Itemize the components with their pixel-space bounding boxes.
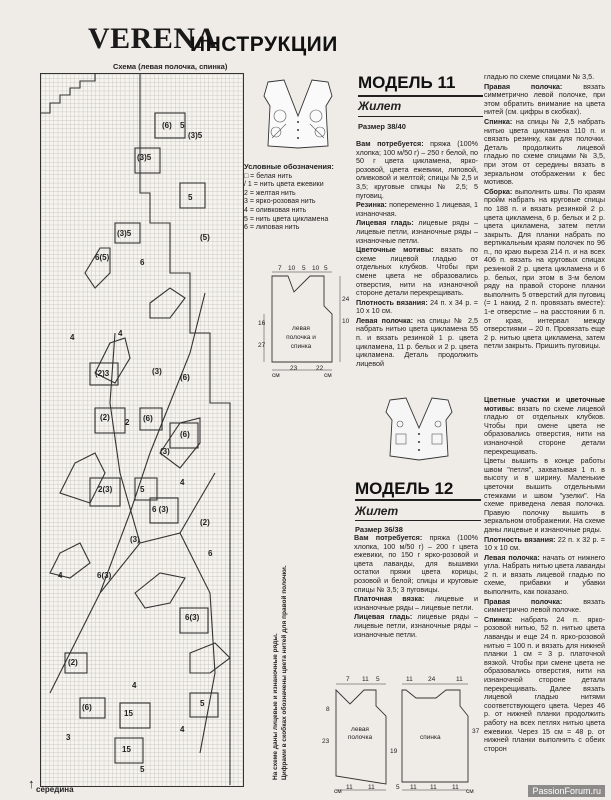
- model11-right-front: вязать симметрично левой полочке, при этом обратить внимание на цвета нитей (см. цифры в скобках).: [484, 81, 605, 117]
- dim-label: 11: [452, 784, 459, 791]
- chart-label: (6): [143, 414, 153, 423]
- divider: [358, 116, 483, 117]
- model11-stockinette: лицевые ряды – лицевые петли, изнаночные ряды – изнаночные петли.: [356, 218, 479, 245]
- dim-label: 5: [324, 265, 328, 272]
- chart-side-note: [272, 420, 289, 780]
- dim-label: 8: [326, 706, 330, 713]
- model12-requirements: пряжа (100% хлопка, 100 м/50 г) – 200 г цвета ежевики, по 150 г ярко-розовой и цвета лаванды, для вышивки остатки пряжи цвета корицы, розовой и белой; спицы и круговые спицы № 3,5; 3 пуговицы.: [354, 533, 479, 594]
- model11-vest-illustration: [258, 76, 338, 150]
- chart-label: (2): [100, 413, 110, 422]
- legend: [244, 163, 356, 233]
- unit-label: см: [272, 372, 280, 379]
- chart-label: 4: [132, 681, 137, 690]
- chart-label: 6(3): [185, 613, 200, 622]
- chart-label: 3: [66, 733, 71, 742]
- model11-left-front: на спицы № 2,5 набрать нитью цвета цикламена 55 п. и вязать резинкой 1 р. цвета цикламена, 11 р. белых и 2 р. цвета цикламена. Деталь продолжить лицевой: [356, 315, 478, 368]
- unit-label: см: [324, 372, 332, 379]
- legend-item: 2 = желтая нить: [244, 189, 296, 197]
- dim-label: 24: [342, 296, 350, 303]
- chart-label: (2): [68, 658, 78, 667]
- side-note-line-1: На схеме даны лицевые и изнаночные ряды.: [272, 633, 279, 780]
- model11-gauge: 24 п. x 34 р. = 10 x 10 см.: [356, 297, 478, 316]
- chart-label: 4: [180, 725, 185, 734]
- model11-rib-lead: Резинка:: [356, 200, 387, 210]
- chart-label: (3)5: [117, 229, 132, 238]
- model11-left-front-cont: гладью по схеме спицами № 3,5.: [484, 72, 595, 81]
- chart-label: (3)5: [137, 153, 152, 162]
- chart-label: 5: [200, 699, 205, 708]
- unit-label: см: [334, 788, 342, 795]
- legend-item: 3 = ярко-розовая нить: [244, 198, 316, 206]
- dim-label: 22: [316, 365, 324, 372]
- chart-label: 5: [188, 193, 193, 202]
- dim-label: 11: [406, 676, 413, 683]
- chart-label: 2: [125, 418, 130, 427]
- divider: [358, 95, 483, 97]
- model11-text-column-2: [484, 73, 605, 352]
- model12-pattern-labels: [306, 676, 482, 796]
- chart-label: (6): [180, 373, 190, 382]
- panel-label: спинка: [420, 734, 441, 741]
- chart-label: 6(5): [95, 253, 110, 262]
- chart-label: 6: [208, 549, 213, 558]
- model12-garter: лицевые и изнаночные ряды – лицевые петли.: [354, 594, 478, 612]
- model11-requirements: пряжа (100% хлопка; 100 м/50 г) – 250 г белой, по 50 г цвета цикламена, ярко-розовой, цвета ежевики, липовой, оливковой и желтой; спицы № 2,5 и 3,5; круговые спицы № 2,5; 5 пуговиц.: [356, 139, 478, 200]
- model12-title: МОДЕЛЬ 12: [355, 479, 454, 498]
- model11-rib: попеременно 1 лицевая, 1 изнаночная.: [356, 200, 478, 218]
- legend-item: 6 = липовая нить: [244, 224, 300, 232]
- dim-label: 5: [396, 784, 400, 791]
- dim-label: 5: [376, 676, 380, 683]
- dim-label: 37: [472, 728, 480, 735]
- model11-title: МОДЕЛЬ 11: [358, 73, 456, 92]
- model12-color-areas: вязать по схеме лицевой гладью от отдельных клубков. Чтобы при смене цвета не образовались отверстия, нити на изнаночной стороне детали перекрещивать.: [484, 403, 606, 456]
- brand-logo: VERENA: [88, 22, 218, 55]
- dim-label: 11: [410, 784, 417, 791]
- side-note-line-2: Цифрами в скобках обозначены цвета нитей для правой полочки.: [280, 565, 288, 780]
- dim-label: 7: [346, 676, 350, 683]
- chart-label: 5: [140, 765, 145, 774]
- chart-label: (3): [160, 447, 170, 456]
- divider: [355, 499, 481, 501]
- model12-back-lead: Спинка:: [484, 614, 513, 624]
- dim-label: 10: [312, 265, 320, 272]
- chart-label: 6: [140, 258, 145, 267]
- chart-label: 4: [180, 478, 185, 487]
- dim-label: 23: [290, 365, 298, 372]
- chart-label: 4: [70, 333, 75, 342]
- model12-gauge: 22 п. x 32 р. = 10 x 10 см.: [484, 534, 605, 553]
- model11-back-lead: Спинка:: [484, 116, 513, 126]
- chart-label: 6 (3): [152, 505, 169, 514]
- model12-subtitle: Жилет: [355, 504, 399, 518]
- model11-back: на спицы № 2,5 набрать нитью цвета цикламена 110 п. и связать резинку, как для полочки. Деталь продолжить лицевой гладью по схеме спицами № 3,5, при этом от середины вязать в зеркальном отображении к бес мотивов.: [484, 116, 606, 187]
- chart-label: (5): [200, 233, 210, 242]
- unit-label: см: [466, 788, 474, 795]
- model11-stockinette-lead: Лицевая гладь:: [356, 218, 414, 228]
- model11-right-front-lead: Правая полочка:: [484, 81, 563, 91]
- dim-label: 11: [362, 676, 369, 683]
- arrow-up-icon: ↑: [28, 776, 35, 791]
- model12-garter-lead: Платочная вязка:: [354, 594, 425, 604]
- dim-label: 10: [342, 318, 350, 325]
- chart-label: 4: [118, 329, 123, 338]
- chart-label: (6): [180, 430, 190, 439]
- legend-item: 4 = оливковая нить: [244, 206, 307, 214]
- legend-item: 5 = нить цвета цикламена: [244, 215, 329, 223]
- model11-left-front-lead: Левая полочка:: [356, 315, 414, 325]
- model11-gauge-lead: Плотность вязания:: [356, 297, 428, 307]
- dim-label: 24: [428, 676, 436, 683]
- model12-stockinette-lead: Лицевая гладь:: [354, 612, 413, 622]
- page-title: ИНСТРУКЦИИ: [190, 33, 338, 56]
- dim-label: 11: [368, 784, 375, 791]
- middle-label: середина: [36, 785, 74, 794]
- model11-motifs: вязать по схеме лицевой гладью от отдельных клубков. Чтобы при смене цвета не образовались отверстия, нити на изнаночной стороне детали перекрещивать.: [356, 245, 478, 298]
- chart-label: 15: [124, 709, 133, 718]
- chart-label: 2(3): [98, 485, 113, 494]
- divider: [355, 520, 481, 521]
- model11-pattern-labels: [258, 262, 354, 380]
- chart-label: 5: [180, 121, 185, 130]
- model11-motifs-lead: Цветочные мотивы:: [356, 245, 434, 255]
- dim-label: 11: [456, 676, 463, 683]
- dim-label: 11: [346, 784, 353, 791]
- dim-label: 23: [322, 738, 330, 745]
- model11-size: Размер 38/40: [358, 122, 406, 131]
- model11-text-column-1: [356, 140, 478, 369]
- model12-left-front-lead: Левая полочка:: [484, 552, 540, 562]
- model12-size: Размер 36/38: [355, 525, 403, 534]
- model12-gauge-lead: Плотность вязания:: [484, 534, 556, 544]
- chart-label: 4: [58, 571, 63, 580]
- dim-label: 19: [390, 748, 398, 755]
- model11-assembly: выполнить швы. По краям пройм набрать на круговые спицы по 188 п. и вязать резинкой 2 р. цвета цикламена, 6 р. белых и 2 р. цвета цикламена, затем петли закрыть. Для планки набрать по вертикальным краям полочек по 96 п., по краю выреза 214 п. и на всех 406 п. вязать на круговых спицах резинкой 2 р. цвета цикламена и 6 р. белых, при этом в 3-м белом ряду на правой стороне планки выполнить 5 отверстий для пуговиц (= 1 накид, 2 п. провязать вместе): 1-е отверстие – на расстоянии 6 п. от края, интервал между отверстиями – 20 п. Провязать еще 2 р. нитью цвета цикламена, затем петли закрыть. Пришить пуговицы.: [484, 186, 605, 351]
- dim-label: 16: [258, 320, 266, 327]
- chart-label: (3): [130, 535, 140, 544]
- dim-label: 11: [430, 784, 437, 791]
- model11-header: [358, 73, 488, 93]
- model12-color-areas-lead: Цветные участки и цветочные мотивы:: [484, 395, 605, 413]
- model12-embroidery: Цветы вышить в конце работы швом "петля", захватывая 1 п. в высоту и в ширину. Маленькие цветочки вышить отдельными стежками и швом "узелки". На схеме приведена левая полочка. Правую полочку вышить в зеркальном отображении. На схеме даны лицевые и изнаночные ряды.: [484, 456, 605, 534]
- chart-label: (3)5: [188, 131, 203, 140]
- model12-back: набрать 24 п. ярко-розовой нитью, 52 п. нитью цвета лаванды и еще 24 п. ярко-розовой нитью = 100 п. и вязать для нижней планки 1 см = 3 р. платочной вязкой. Чтобы при смене цвета не образовались отверстия, нити на изнаночной стороне детали перекрещивать. Далее вязать лицевой гладью нитями соответствующего цвета. Через 46 р. от нижней планки продолжить работу на всех петлях нитью цвета ежевики. Через 15 см = 48 р. от нижней планки выполнить с обеих сторон: [484, 614, 605, 753]
- model11-subtitle: Жилет: [358, 99, 402, 113]
- dim-label: 7: [278, 265, 282, 272]
- dim-label: 27: [258, 342, 266, 349]
- panel-label: левая полочка: [347, 726, 373, 741]
- model12-text-column-1: [354, 534, 478, 640]
- model12-right-front-lead: Правая полочка:: [484, 596, 563, 606]
- model12-right-front: вязать симметрично левой полочке.: [484, 596, 605, 615]
- chart-cell-labels: [40, 73, 242, 785]
- site-watermark: PassionForum.ru: [528, 785, 605, 797]
- chart-label: (2)3: [95, 369, 110, 378]
- chart-label: (2): [200, 518, 210, 527]
- chart-label: (6): [162, 121, 172, 130]
- dim-label: 5: [302, 265, 306, 272]
- legend-title: Условные обозначения:: [244, 162, 334, 171]
- model11-assembly-lead: Сборка:: [484, 186, 513, 196]
- legend-item: □ = белая нить: [244, 172, 293, 180]
- dim-label: 10: [288, 265, 296, 272]
- panel-label: левая полочка и спинка: [286, 325, 316, 350]
- model12-left-front: начать от нижнего угла. Набрать нитью цвета лаванды 2 п. и вязать лицевой гладью по схеме, прибавки и убавки выполнить, как показано.: [484, 552, 605, 597]
- chart-label: (6): [82, 703, 92, 712]
- chart-label: 15: [122, 745, 131, 754]
- model12-stockinette: лицевые ряды – лицевые петли, изнаночные ряды – изнаночные петли.: [354, 612, 479, 639]
- schema-title: Схема (левая полочка, спинка): [113, 62, 228, 71]
- model12-requirements-lead: Вам потребуется:: [354, 533, 423, 542]
- chart-label: (3): [152, 367, 162, 376]
- legend-item: / 1 = нить цвета ежевики: [244, 181, 324, 189]
- model12-text-column-2: [484, 396, 605, 754]
- model11-requirements-lead: Вам потребуется:: [356, 139, 424, 148]
- model12-vest-illustration: [378, 394, 460, 464]
- chart-label: 5: [140, 485, 145, 494]
- chart-label: 6(3): [97, 571, 112, 580]
